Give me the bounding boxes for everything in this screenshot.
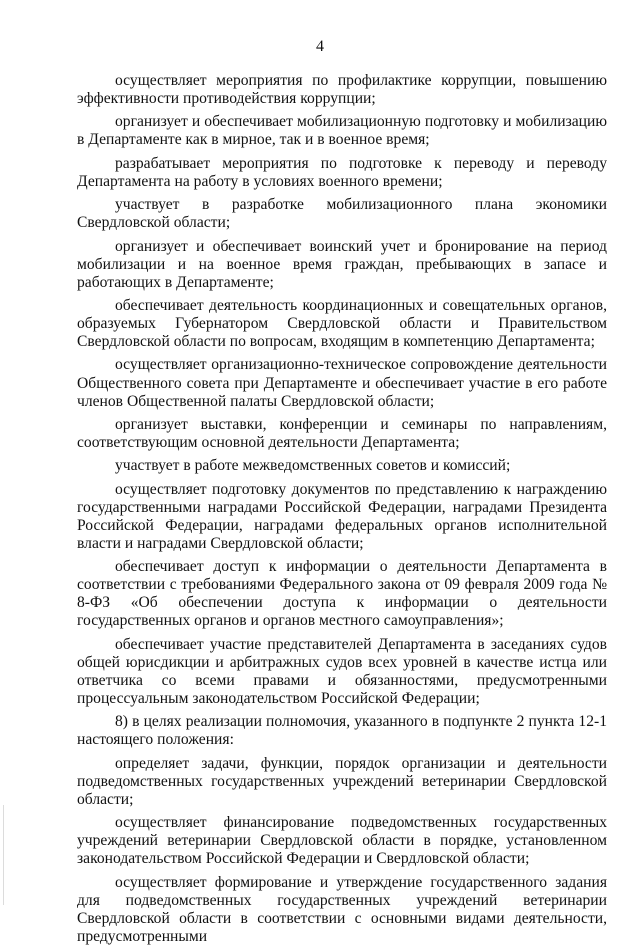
paragraph-anticorruption: осуществляет мероприятия по профилактике коррупции, повышению эффективности противодействия коррупции;	[77, 72, 607, 108]
paragraph-coordination-bodies: обеспечивает деятельность координационных и совещательных органов, образуемых Губернатором Свердловской области и Правительством Свердловской области по вопросам, входящим в компетенцию Департамента;	[77, 296, 607, 351]
paragraph-institution-tasks: определяет задачи, функции, порядок организации и деятельности подведомственных государственных учреждений ветеринарии Свердловской области;	[77, 754, 607, 808]
paragraph-information-access: обеспечивает доступ к информации о деятельности Департамента в соответствии с требованиями Федерального закона от 09 февраля 2009 года № 8-ФЗ «Об обеспечении доступа к информации о деятельности государственных органов и органов местного самоуправления»;	[77, 558, 607, 630]
paragraph-institution-financing: осуществляет финансирование подведомственных государственных учреждений ветеринарии Свердловской области в порядке, установленном законодательством Российской Федерации и Свердловской области;	[77, 814, 607, 868]
paragraph-mobilization-plan: участвует в разработке мобилизационного плана экономики Свердловской области;	[77, 196, 607, 232]
scan-margin-line	[3, 805, 4, 905]
page-number: 4	[316, 38, 324, 55]
paragraph-military-registration: организует и обеспечивает воинский учет и бронирование на период мобилизации и на военное время граждан, пребывающих в запасе и работающих в Департаменте;	[77, 237, 607, 291]
document-body	[77, 72, 607, 946]
paragraph-interagency-councils: участвует в работе межведомственных советов и комиссий;	[115, 457, 511, 475]
paragraph-subclause-8: 8) в целях реализации полномочия, указанного в подпункте 2 пункта 12-1 настоящего положения:	[77, 713, 607, 749]
paragraph-exhibitions: организует выставки, конференции и семинары по направлениям, соответствующим основной деятельности Департамента;	[77, 415, 607, 451]
paragraph-mobilization-preparation: организует и обеспечивает мобилизационную подготовку и мобилизацию в Департаменте как в мирное, так и в военное время;	[77, 113, 607, 149]
paragraph-public-council: осуществляет организационно-техническое сопровождение деятельности Общественного совета при Департаменте и обеспечивает участие в его работе членов Общественной палаты Свердловской области;	[77, 356, 607, 410]
paragraph-state-awards: осуществляет подготовку документов по представлению к награждению государственными наградами Российской Федерации, наградами Президента Российской Федерации, наградами федеральных органов исполнительной власти и наградами Свердловской области;	[77, 480, 607, 552]
paragraph-state-assignment: осуществляет формирование и утверждение государственного задания для подведомственных государственных учреждений ветеринарии Свердловской области в соответствии с основными видами деятельности, предусмотренными	[77, 873, 607, 945]
paragraph-court-representation: обеспечивает участие представителей Департамента в заседаниях судов общей юрисдикции и арбитражных судов всех уровней в качестве истца или ответчика со всеми правами и обязанностями, предусмотренными процессуальным законодательством Российской Федерации;	[77, 635, 607, 707]
paragraph-wartime-transfer: разрабатывает мероприятия по подготовке к переводу и переводу Департамента на работу в условиях военного времени;	[77, 154, 607, 190]
